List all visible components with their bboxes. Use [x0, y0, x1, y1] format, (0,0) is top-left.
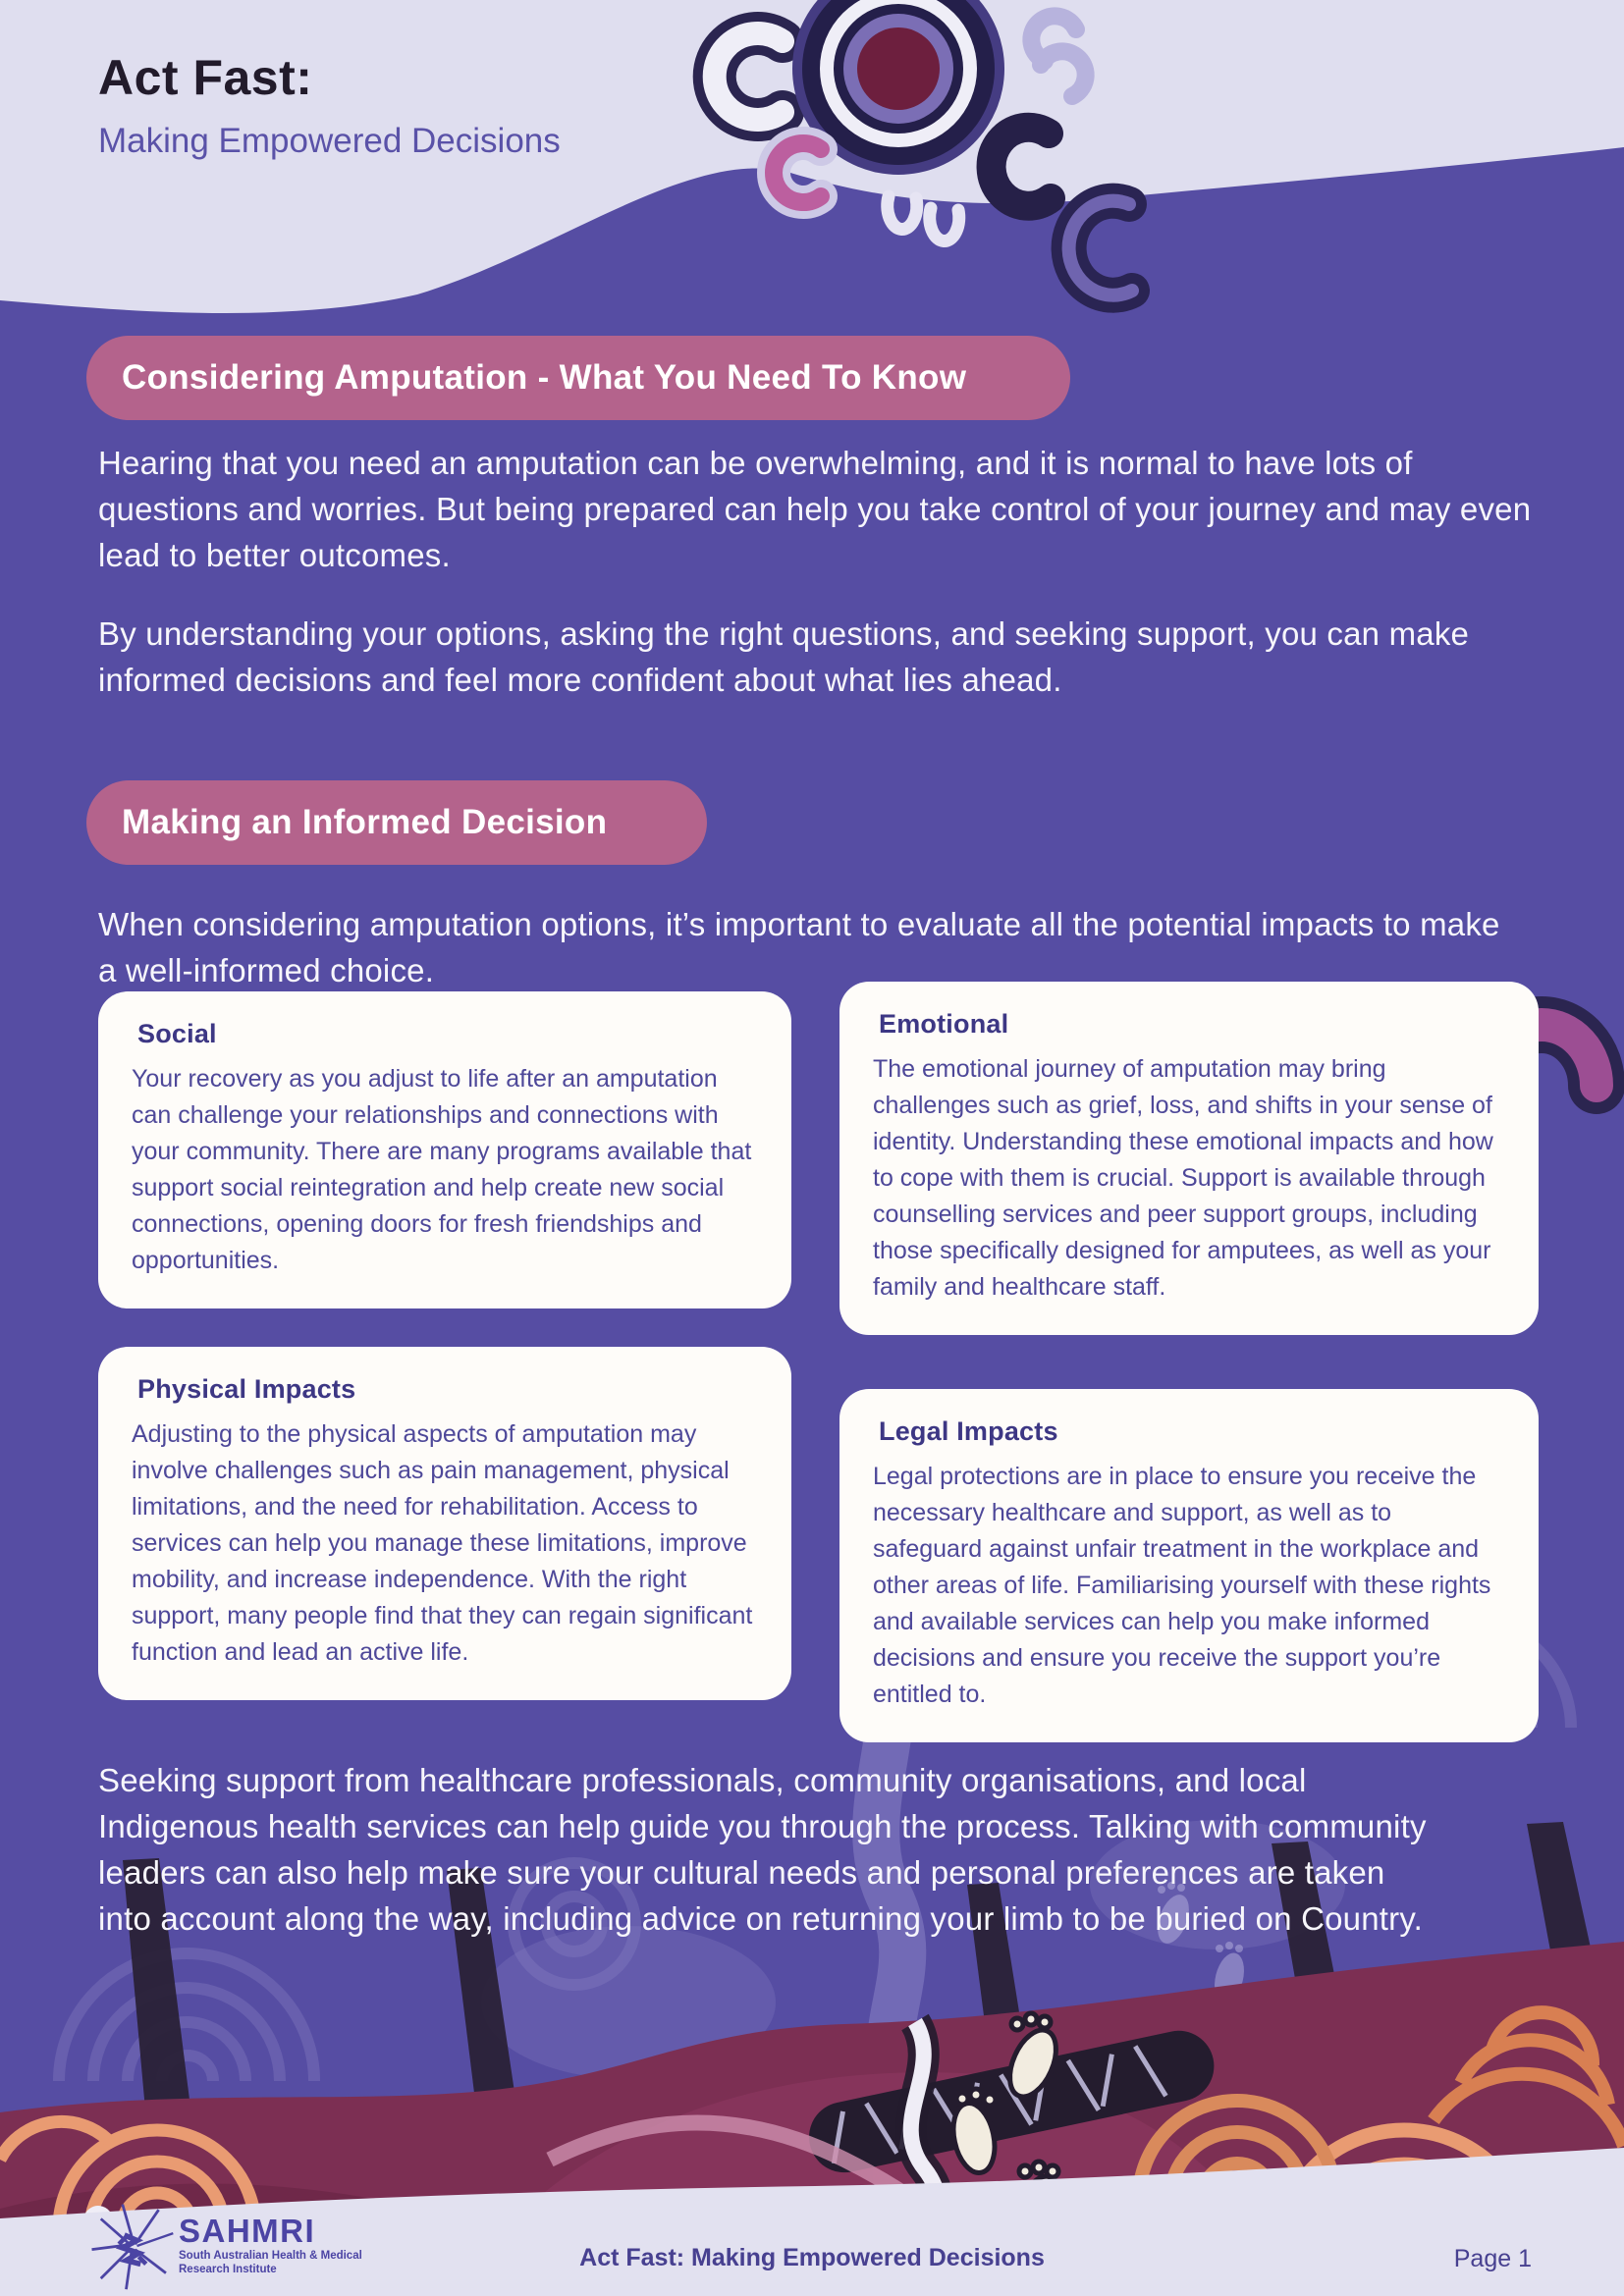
card-title: Legal Impacts [879, 1416, 1058, 1446]
paragraph-seeking-support: Seeking support from healthcare professionals, community organisations, and local Indigenous health services can help guide you through the process. Talking with community leaders can also help make sure your cultural needs and personal preferences are taken into account along the way, including advice on returning your limb to be buried on Country. [98, 1762, 1427, 1937]
section-heading-text: Making an Informed Decision [122, 803, 608, 841]
section-heading-text: Considering Amputation - What You Need To Know [122, 358, 967, 397]
page-header [98, 49, 561, 161]
footer-doc-title: Act Fast: Making Empowered Decisions [579, 2244, 1045, 2271]
card-emotional [839, 982, 1539, 1335]
page-title: Act Fast: [98, 50, 313, 105]
page-subtitle: Making Empowered Decisions [98, 122, 561, 160]
card-title: Emotional [879, 1009, 1009, 1039]
section-heading-informed-decision [86, 780, 707, 865]
card-title: Physical Impacts [137, 1374, 356, 1404]
card-social [98, 991, 791, 1308]
card-legal-impacts [839, 1389, 1539, 1742]
sahmri-wordmark: SAHMRI [179, 2213, 316, 2250]
paragraph-when-considering: When considering amputation options, it’s important to evaluate all the potential impacts to make a well-informed choice. [98, 906, 1500, 988]
card-title: Social [137, 1019, 217, 1048]
sahmri-tagline: South Australian Health & Medical Research Institute [179, 2250, 362, 2275]
card-body: Your recovery as you adjust to life after an amputation can challenge your relationships and connections with your community. There are many programs available that support social reintegration and help create new social connections, opening doors for fresh friendships and opportunities. [132, 1065, 752, 1274]
paragraph-understanding-options: By understanding your options, asking the right questions, and seeking support, you can make informed decisions and feel more confident about what lies ahead. [98, 615, 1470, 698]
footer-page-number: Page 1 [1453, 2245, 1532, 2272]
card-body: Adjusting to the physical aspects of amputation may involve challenges such as pain management, physical limitations, and the need for rehabilitation. Access to services can help you manage these limitations, improve mobility, and increase independence. With the right support, many people find that they can regain significant function and lead an active life. [132, 1420, 753, 1666]
paragraph-overwhelming: Hearing that you need an amputation can be overwhelming, and it is normal to have lots of questions and worries. But being prepared can help you take control of your journey and may even lead to better outcomes. [98, 445, 1532, 573]
card-body: The emotional journey of amputation may bring challenges such as grief, loss, and shifts in your sense of identity. Understanding these emotional impacts and how to cope with them is crucial. Support is available through counselling services and peer support groups, including those specifically designed for amputees, as well as your family and healthcare staff. [873, 1055, 1493, 1301]
card-physical-impacts [98, 1347, 791, 1700]
card-body: Legal protections are in place to ensure you receive the necessary healthcare and support, as well as to safeguard against unfair treatment in the workplace and other areas of life. Familiarising yourself with these rights and available services can help you make informed decisions and ensure you receive the support you’re entitled to. [873, 1463, 1491, 1708]
section-heading-considering-amputation [86, 336, 1070, 420]
